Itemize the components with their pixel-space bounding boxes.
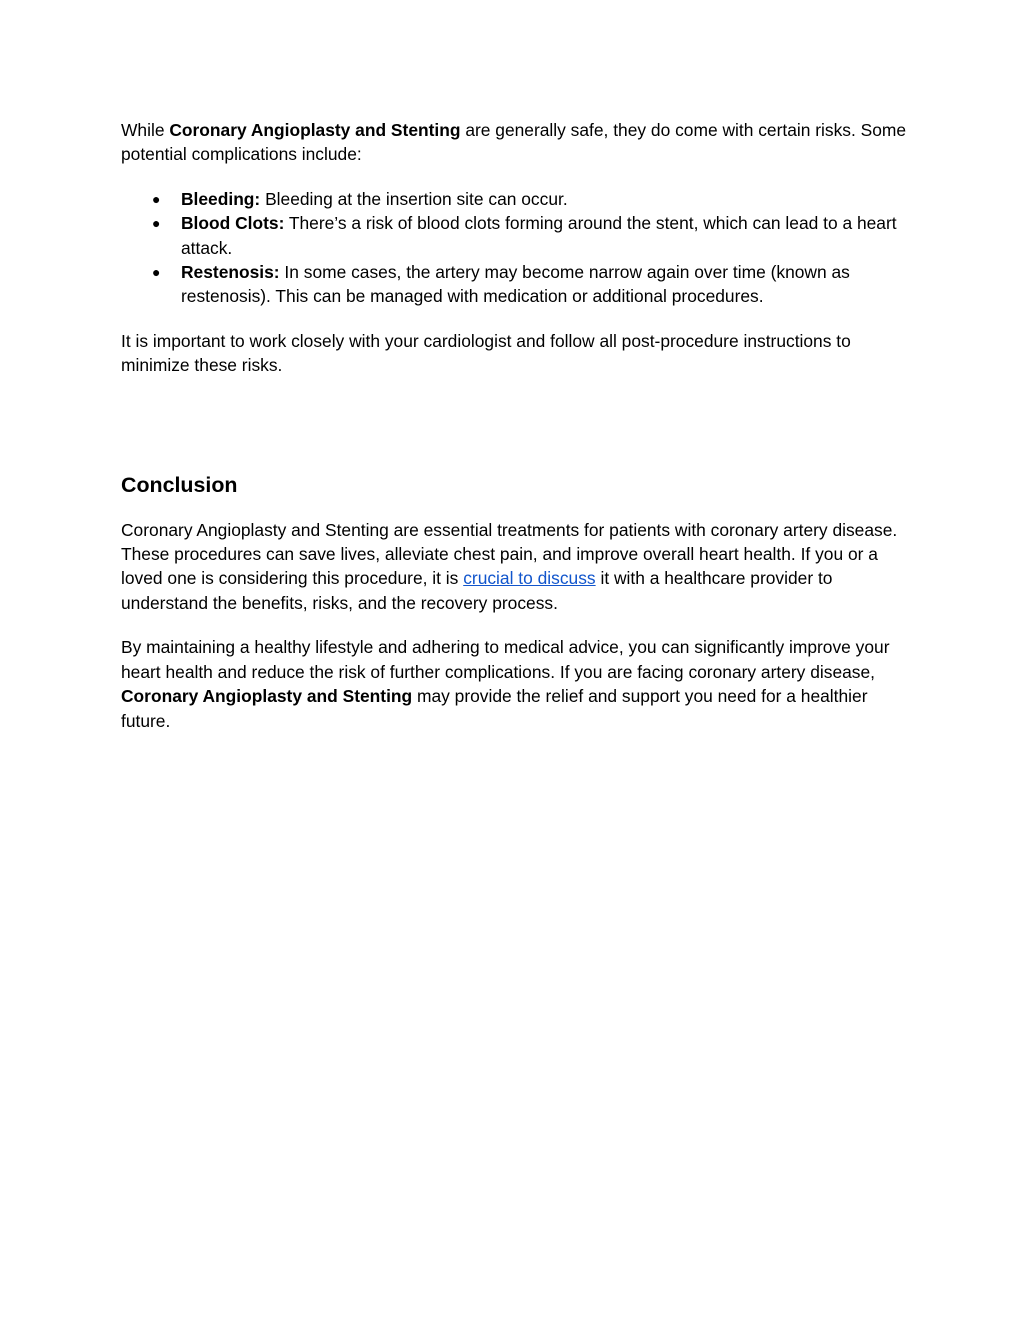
- list-item-term: Bleeding:: [181, 188, 261, 209]
- intro-prefix: While: [121, 120, 170, 140]
- list-item-blood-clots: [121, 211, 911, 260]
- list-item-text: There’s a risk of blood clots forming around the stent, which can lead to a heart attack.: [181, 213, 897, 258]
- intro-bold-term: Coronary Angioplasty and Stenting: [169, 120, 461, 140]
- intro-suffix: are generally safe, they do come with certain risks. Some potential complications include:: [121, 120, 907, 165]
- list-item-term: Blood Clots:: [181, 213, 285, 234]
- conclusion-text-before-link: Coronary Angioplasty and Stenting are essential treatments for patients with coronary artery disease. These procedures can save lives, alleviate chest pain, and improve overall heart health. If you or a loved one is considering this procedure, it is: [121, 519, 898, 589]
- intro-paragraph: [121, 118, 911, 167]
- list-item-bleeding: [121, 187, 911, 211]
- list-item-term: Restenosis:: [181, 262, 280, 283]
- conclusion-text-before-bold: By maintaining a healthy lifestyle and adhering to medical advice, you can significantly improve your heart health and reduce the risk of further complications. If you are facing coronary artery disease,: [121, 637, 890, 682]
- conclusion-text-after-bold: may provide the relief and support you need for a healthier future.: [121, 686, 868, 731]
- list-item-text: In some cases, the artery may become narrow again over time (known as restenosis). This can be managed with medication or additional procedures.: [181, 262, 850, 307]
- list-item-restenosis: [121, 260, 911, 309]
- list-item-text: Bleeding at the insertion site can occur.: [260, 188, 568, 209]
- conclusion-bold-term: Coronary Angioplasty and Stenting: [121, 686, 413, 707]
- bullet-icon: ●: [152, 190, 161, 207]
- complications-list: [121, 187, 911, 309]
- conclusion-paragraph-1: [121, 518, 911, 616]
- section-spacer: [121, 378, 911, 472]
- conclusion-heading: Conclusion: [121, 472, 238, 497]
- bullet-icon: ●: [152, 215, 161, 232]
- bullet-icon: ●: [152, 264, 161, 281]
- conclusion-paragraph-2: [121, 635, 911, 733]
- document-page: [121, 118, 911, 733]
- risk-note-paragraph: It is important to work closely with your cardiologist and follow all post-procedure instructions to minimize these risks.: [121, 330, 851, 376]
- crucial-to-discuss-link[interactable]: crucial to discuss: [463, 568, 596, 589]
- conclusion-text-after-link: it with a healthcare provider to understand the benefits, risks, and the recovery process.: [121, 568, 833, 613]
